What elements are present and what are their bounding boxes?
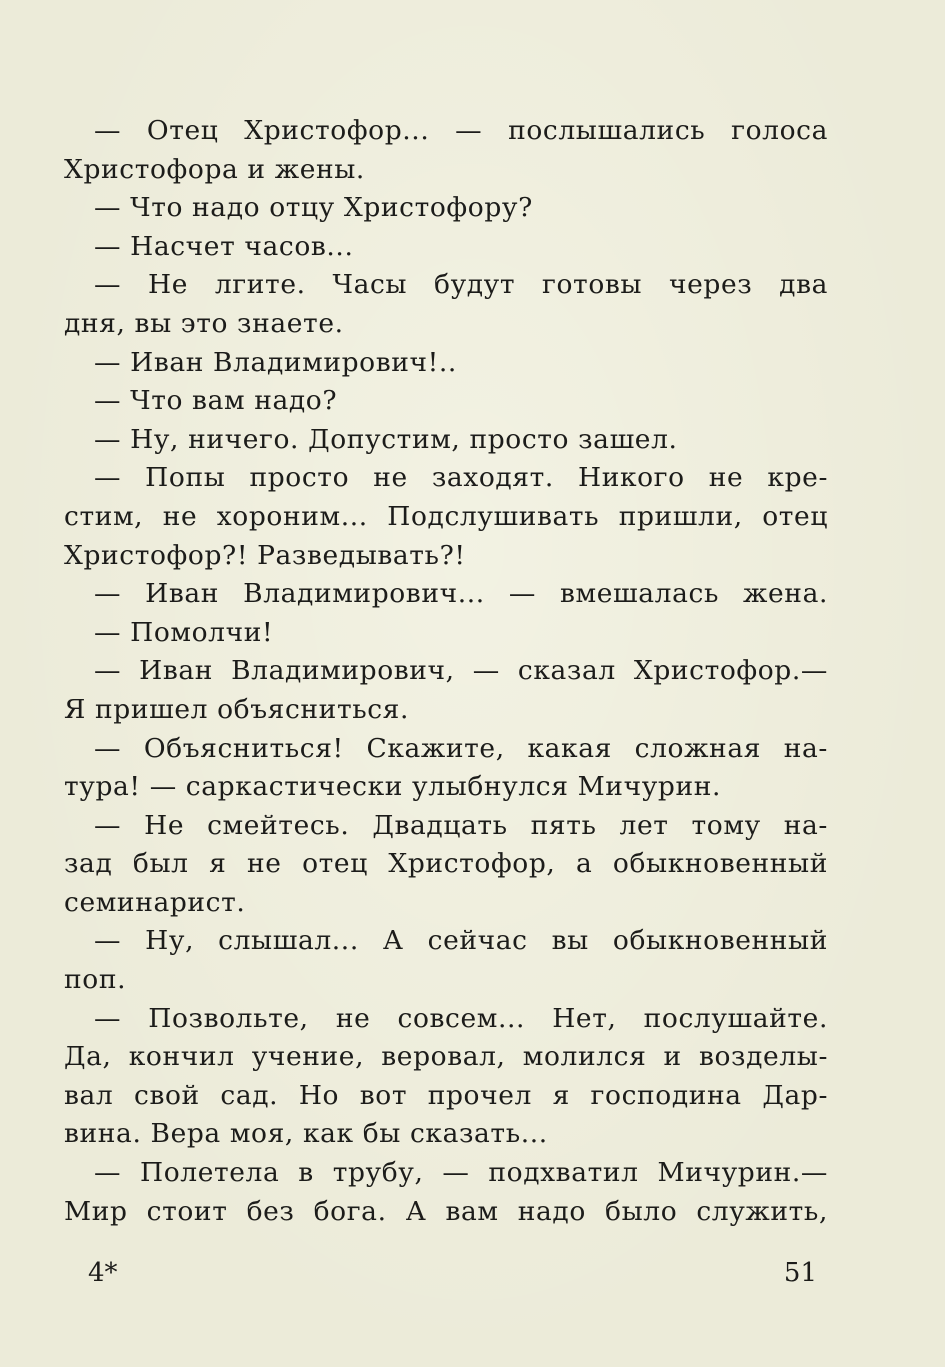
- text-line: — Позвольте, не совсем... Нет, послушайте.: [94, 1002, 828, 1034]
- text-line: — Иван Владимирович, — сказал Христофор.—: [94, 655, 828, 687]
- text-line: стим, не хороним... Подслушивать пришли, отец: [64, 500, 828, 532]
- text-line: вал свой сад. Но вот прочел я господина Дар-: [64, 1079, 828, 1111]
- page-number: 51: [783, 1258, 817, 1288]
- text-line: зад был я не отец Христофор, а обыкновенный: [64, 848, 828, 880]
- text-line: Христофора и жены.: [64, 153, 365, 185]
- text-line: — Попы просто не заходят. Никого не кре-: [94, 462, 828, 494]
- text-line: — Отец Христофор... — послышались голоса: [94, 115, 828, 146]
- text-line: — Объясниться! Скажите, какая сложная на-: [94, 732, 828, 764]
- page-footer: [88, 1258, 817, 1298]
- text-line: — Не смейтесь. Двадцать пять лет тому на-: [94, 809, 828, 841]
- text-line: — Иван Владимирович!..: [94, 346, 457, 378]
- text-line: — Полетела в трубу, — подхватил Мичурин.—: [94, 1157, 828, 1189]
- text-line: вина. Вера моя, как бы сказать...: [64, 1118, 548, 1150]
- text-line: Да, кончил учение, веровал, молился и возделы-: [64, 1041, 828, 1073]
- text-line: — Ну, ничего. Допустим, просто зашел.: [94, 423, 678, 455]
- text-line: — Не лгите. Часы будут готовы через два: [94, 269, 828, 301]
- body-text: [64, 112, 828, 1231]
- text-line: — Помолчи!: [94, 616, 274, 648]
- text-line: Я пришел объясниться.: [64, 693, 410, 725]
- text-line: дня, вы это знаете.: [64, 307, 344, 339]
- text-line: семинарист.: [64, 886, 246, 918]
- text-line: Мир стоит без бога. А вам надо было служить,: [64, 1195, 828, 1227]
- text-line: — Что надо отцу Христофору?: [94, 192, 533, 224]
- text-line: — Что вам надо?: [94, 385, 338, 417]
- text-line: тура! — саркастически улыбнулся Мичурин.: [64, 771, 721, 803]
- text-line: Христофор?! Разведывать?!: [64, 539, 466, 571]
- text-line: — Ну, слышал... А сейчас вы обыкновенный: [94, 925, 828, 957]
- text-line: — Насчет часов...: [94, 230, 354, 262]
- text-line: — Иван Владимирович... — вмешалась жена.: [94, 578, 828, 610]
- text-line: поп.: [64, 964, 127, 996]
- signature-mark: 4*: [88, 1258, 118, 1288]
